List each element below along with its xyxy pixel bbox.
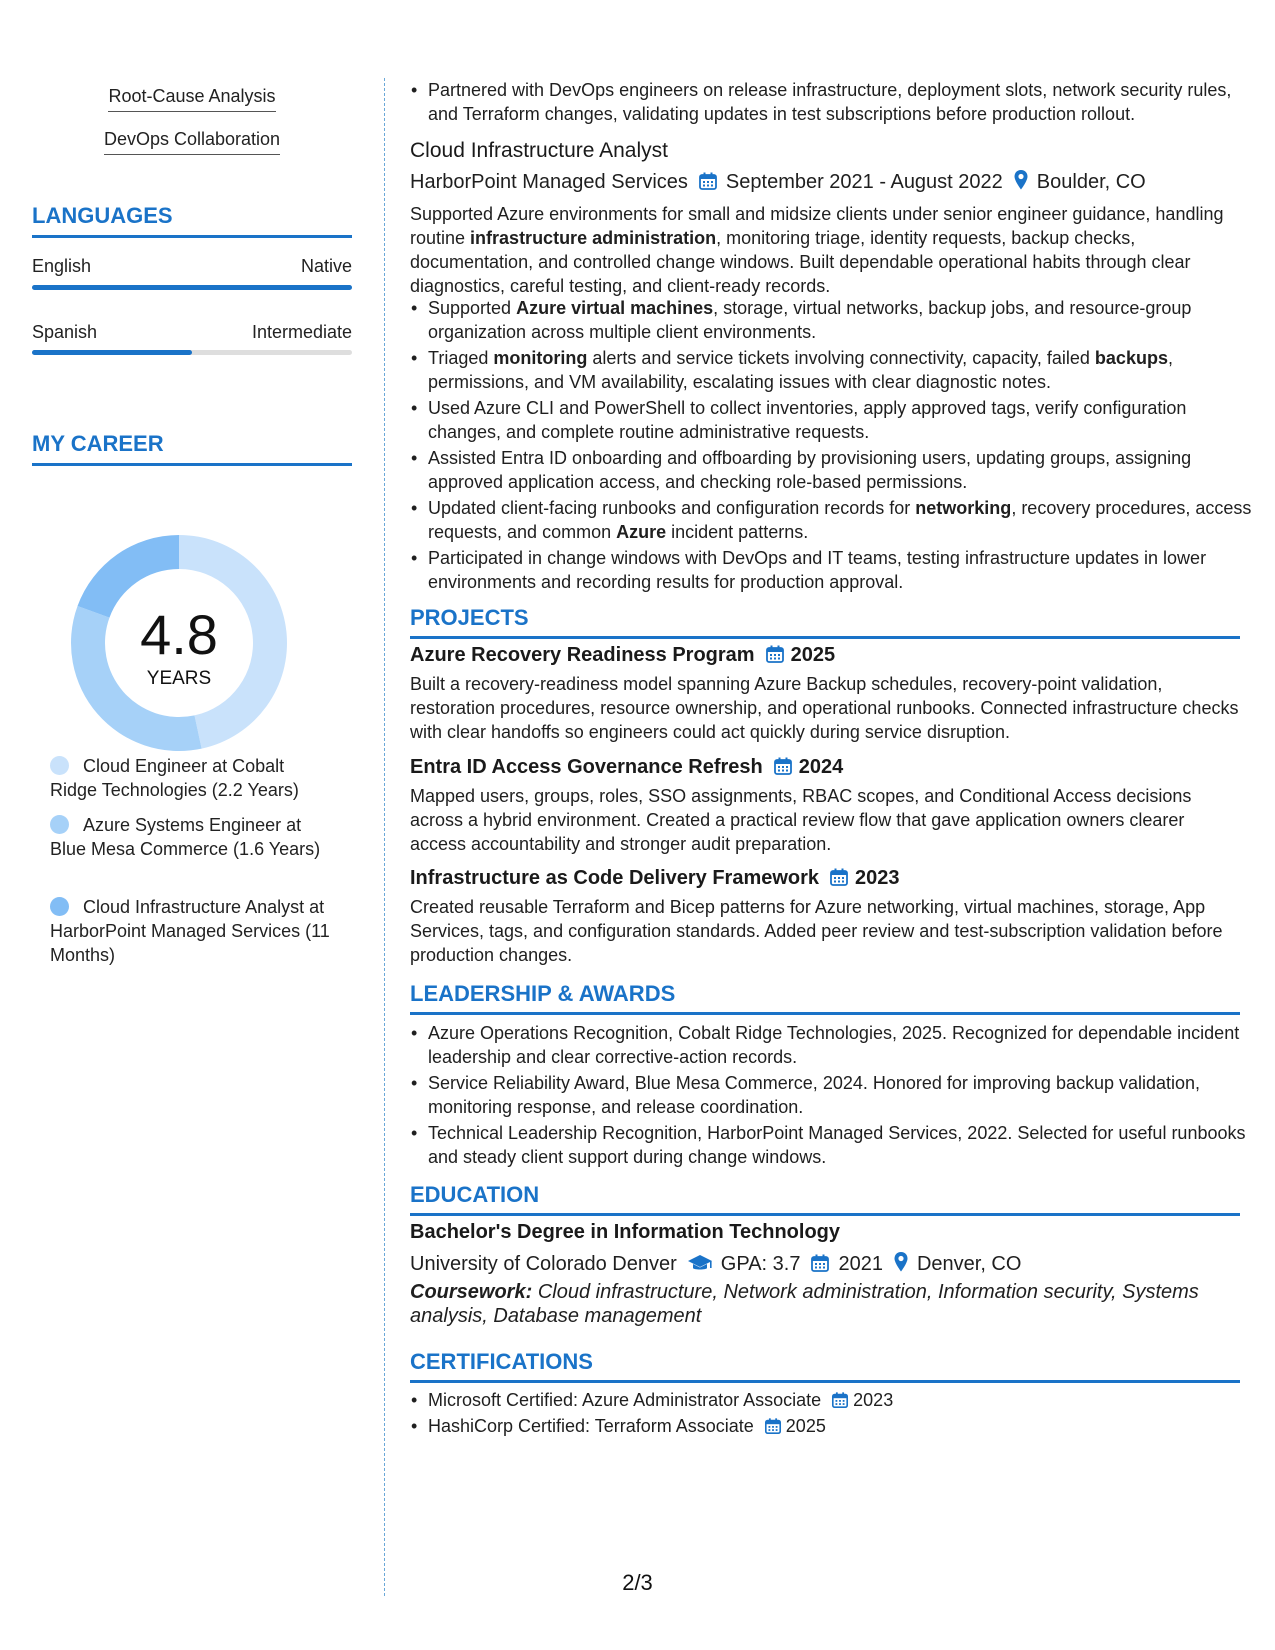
career-total xyxy=(64,528,294,758)
award-item: • Technical Leadership Recognition, HarborPoint Managed Services, 2022. Selected for useful runbooks and steady client support during change windows. xyxy=(428,1121,1258,1169)
education-meta xyxy=(410,1251,1240,1276)
calendar-icon xyxy=(831,1391,849,1409)
career-heading: MY CAREER xyxy=(32,431,352,466)
skill-tag xyxy=(32,129,352,155)
graduation-year: 2021 xyxy=(838,1253,883,1275)
map-pin-icon xyxy=(1013,169,1029,191)
job-meta xyxy=(410,169,1240,194)
calendar-icon xyxy=(773,756,793,776)
language-name: Spanish xyxy=(32,322,98,342)
language-bar xyxy=(32,285,352,290)
bullet-item: • Used Azure CLI and PowerShell to collect inventories, apply approved tags, verify configuration changes, and complete routine administrative requests. xyxy=(428,396,1258,444)
certifications-list xyxy=(410,1388,1258,1440)
certification-year: 2025 xyxy=(785,1416,826,1436)
calendar-icon xyxy=(810,1253,830,1273)
graduation-cap-icon xyxy=(687,1253,713,1273)
project-year: 2024 xyxy=(798,756,844,778)
coursework-list: Cloud infrastructure, Network administration, Information security, Systems analysis, Database management xyxy=(410,1281,1199,1327)
career-total-unit: YEARS xyxy=(146,668,212,689)
bullet-item: • Partnered with DevOps engineers on release infrastructure, deployment slots, network security rules, and Terraform changes, validating updates in test subscriptions before production rollout. xyxy=(428,78,1258,126)
gpa: GPA: 3.7 xyxy=(720,1253,801,1275)
language-bar xyxy=(32,350,352,355)
career-total-value: 4.8 xyxy=(140,603,218,666)
legend-label: Azure Systems Engineer at Blue Mesa Commerce (1.6 Years) xyxy=(50,815,321,859)
language-name: English xyxy=(32,256,92,276)
project-year: 2025 xyxy=(790,644,836,666)
job-bullets xyxy=(410,296,1258,596)
language-bar-fill xyxy=(32,350,192,355)
career-legend-item xyxy=(50,754,330,802)
certification-year: 2023 xyxy=(853,1390,894,1410)
project-description: Built a recovery-readiness model spanning Azure Backup schedules, recovery-point validation, restoration procedures, resource ownership, and operational runbooks. Connected infrastructure checks with clear handoffs so engineers could act quickly during service disruption. xyxy=(410,674,1239,742)
certification-item: • HashiCorp Certified: Terraform Associate 2025 xyxy=(428,1414,1258,1438)
job-location: Boulder, CO xyxy=(1036,171,1146,193)
awards-list xyxy=(410,1021,1258,1171)
job-title: Cloud Infrastructure Analyst xyxy=(410,139,668,162)
page-number: 2/3 xyxy=(622,1570,653,1595)
skill-label: Root-Cause Analysis xyxy=(108,86,275,112)
calendar-icon xyxy=(829,867,849,887)
legend-label: Cloud Infrastructure Analyst at HarborPoint Managed Services (11 Months) xyxy=(50,897,330,965)
project-title: Infrastructure as Code Delivery Framework 2023 xyxy=(410,867,900,889)
school-name: University of Colorado Denver xyxy=(410,1253,677,1275)
column-divider xyxy=(384,78,385,1596)
education-heading: EDUCATION xyxy=(410,1182,1240,1216)
bullet-item: • Updated client-facing runbooks and configuration records for networking, recovery procedures, access requests, and common Azure incident patterns. xyxy=(428,496,1258,544)
project-title: Azure Recovery Readiness Program 2025 xyxy=(410,644,836,666)
legend-dot xyxy=(50,897,69,916)
legend-dot xyxy=(50,815,69,834)
map-pin-icon xyxy=(893,1251,909,1273)
project-title: Entra ID Access Governance Refresh 2024 xyxy=(410,756,844,778)
project-description: Created reusable Terraform and Bicep patterns for Azure networking, virtual machines, storage, App Services, tags, and configuration standards. Added peer review and test-subscription validation before production changes. xyxy=(410,897,1223,965)
summary-emphasis: infrastructure administration xyxy=(470,228,717,248)
projects-heading: PROJECTS xyxy=(410,605,1240,639)
calendar-icon xyxy=(765,644,785,664)
calendar-icon xyxy=(698,171,718,191)
awards-heading: LEADERSHIP & AWARDS xyxy=(410,981,1240,1015)
legend-label: Cloud Engineer at Cobalt Ridge Technologies (2.2 Years) xyxy=(50,756,299,800)
skill-label: DevOps Collaboration xyxy=(104,129,280,155)
certification-item: • Microsoft Certified: Azure Administrator Associate 2023 xyxy=(428,1388,1258,1412)
career-legend-item xyxy=(50,813,330,861)
career-legend-item xyxy=(50,895,330,967)
school-location: Denver, CO xyxy=(916,1253,1022,1275)
project-description: Mapped users, groups, roles, SSO assignments, RBAC scopes, and Conditional Access decisions across a hybrid environment. Created a practical review flow that gave application owners clearer access accountability and stronger audit preparation. xyxy=(410,786,1192,854)
bullet-item: • Triaged monitoring alerts and service tickets involving connectivity, capacity, failed backups, permissions, and VM availability, escalating issues with clear diagnostic notes. xyxy=(428,346,1258,394)
job-dates: September 2021 - August 2022 xyxy=(725,171,1003,193)
award-item: • Azure Operations Recognition, Cobalt Ridge Technologies, 2025. Recognized for dependable incident leadership and clear corrective-action records. xyxy=(428,1021,1258,1069)
language-bar-fill xyxy=(32,285,352,290)
project-year: 2023 xyxy=(855,867,900,889)
job-summary xyxy=(410,202,1240,298)
bullet-item: • Assisted Entra ID onboarding and offboarding by provisioning users, updating groups, assigning approved application access, and checking role-based permissions. xyxy=(428,446,1258,494)
summary-text: Supported Azure environments for small and midsize clients under senior engineer guidance, handling routine xyxy=(410,204,1224,248)
carryover-bullets xyxy=(410,78,1258,128)
coursework-label: Coursework: xyxy=(410,1281,533,1303)
calendar-icon xyxy=(764,1417,782,1435)
languages-heading: LANGUAGES xyxy=(32,203,352,238)
bullet-item: • Participated in change windows with DevOps and IT teams, testing infrastructure updates in lower environments and recording results for production approval. xyxy=(428,546,1258,594)
job-company: HarborPoint Managed Services xyxy=(410,171,688,193)
bullet-item: • Supported Azure virtual machines, storage, virtual networks, backup jobs, and resource-group organization across multiple client environments. xyxy=(428,296,1258,344)
language-level: Native xyxy=(300,256,352,276)
skill-tag xyxy=(32,86,352,112)
degree-title: Bachelor's Degree in Information Technology xyxy=(410,1221,841,1243)
coursework xyxy=(410,1280,1240,1328)
certifications-heading: CERTIFICATIONS xyxy=(410,1349,1240,1383)
legend-dot xyxy=(50,756,69,775)
language-level: Intermediate xyxy=(251,322,352,342)
summary-text: , monitoring triage, identity requests, backup checks, documentation, and controlled change windows. Built dependable operational habits through clear diagnostics, careful testing, and client-ready records. xyxy=(410,228,1191,296)
award-item: • Service Reliability Award, Blue Mesa Commerce, 2024. Honored for improving backup validation, monitoring response, and release coordination. xyxy=(428,1071,1258,1119)
